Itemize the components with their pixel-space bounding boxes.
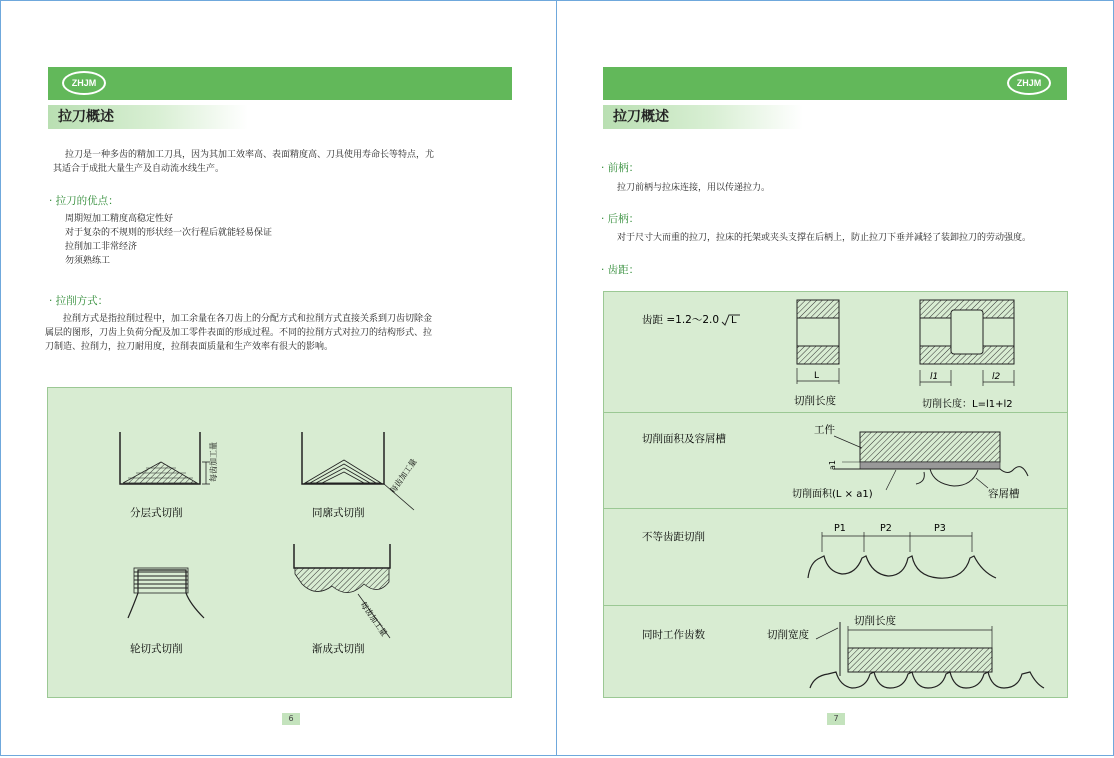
pitch-formula: 齿距 =1.2～2.0 (642, 314, 720, 326)
intro-line: 拉刀是一种多齿的精加工刀具，因为其加工效率高、表面精度高、刀具使用寿命长等特点，尤 (65, 150, 435, 160)
length-L: L (814, 371, 820, 381)
cut-area-label: 切削面积及容屑槽 (642, 433, 726, 445)
page-number: 7 (827, 713, 845, 725)
list-item: 拉削加工非常经济 (65, 242, 138, 252)
allowance-label-2: 每齿加工量 (388, 457, 419, 496)
intro-line: 其适合于成批大量生产及自动流水线生产。 (53, 164, 225, 174)
pitch-figure (603, 291, 1068, 698)
list-item: 周期短加工精度高稳定性好 (65, 214, 174, 224)
cut-area-formula: 切削面积(L × a1) (792, 489, 873, 500)
teeth-count-label: 同时工作齿数 (642, 629, 705, 641)
layered-caption: 分层式切削 (130, 507, 183, 519)
front-handle-heading: · 前柄： (601, 162, 640, 174)
workpiece-label: 工件 (814, 424, 835, 436)
pitch-drawings (604, 292, 1069, 699)
broaching-methods-figure (47, 387, 512, 698)
rear-handle-heading: · 后柄： (601, 213, 640, 225)
wheel-cutting-drawing (128, 568, 204, 618)
cut-length-formula: 切削长度：L=l1+l2 (922, 399, 1013, 410)
zhjm-logo: ZHJM (1007, 71, 1051, 95)
intro-paragraph (53, 148, 465, 176)
advantages-heading: · 拉刀的优点： (49, 195, 119, 207)
method-line: 属层的图形，刀齿上负荷分配及加工零件表面的形成过程。不同的拉削方式对拉刀的结构形式、拉 (45, 328, 433, 338)
method-line: 刀制造、拉削力，拉刀耐用度，拉削表面质量和生产效率有很大的影响。 (45, 342, 334, 352)
allowance-label-3: 每齿加工量 (358, 599, 389, 638)
left-page (0, 0, 557, 756)
section-title: 拉刀概述 (48, 105, 248, 129)
rear-handle-text: 对于尺寸大而重的拉刀，拉床的托架或夹头支撑在后柄上，防止拉刀下垂并减轻了装卸拉刀的劳动强度。 (617, 233, 1032, 243)
cut-length-caption: 切削长度 (794, 395, 836, 407)
p3-label: P3 (934, 523, 946, 534)
p2-label: P2 (880, 523, 892, 534)
layered-cutting-drawing (120, 432, 210, 484)
zhjm-logo: ZHJM (62, 71, 106, 95)
p1-label: P1 (834, 523, 846, 534)
section-title: 拉刀概述 (603, 105, 803, 129)
method-heading: · 拉削方式： (49, 295, 109, 307)
profile-caption: 同廓式切削 (312, 507, 365, 519)
list-item: 勿须熟练工 (65, 256, 111, 266)
wheel-caption: 轮切式切削 (130, 643, 183, 655)
cut-length-label: 切削长度 (854, 615, 896, 627)
page-number: 6 (282, 713, 300, 725)
unequal-pitch-label: 不等齿距切削 (642, 531, 705, 543)
sqrt-L: L (731, 315, 737, 326)
front-handle-text: 拉刀前柄与拉床连接，用以传递拉力。 (617, 183, 771, 193)
list-item: 对于复杂的不规则的形状经一次行程后就能轻易保证 (65, 228, 273, 238)
profile-cutting-drawing (302, 432, 414, 510)
length-l1: l1 (930, 372, 939, 382)
length-l2: l2 (992, 372, 1001, 382)
a1-label: a1 (828, 460, 837, 470)
gradual-caption: 渐成式切削 (312, 643, 365, 655)
method-line: 拉削方式是指拉削过程中，加工余量在各刀齿上的分配方式和拉削方式直接关系到刀齿切除金 (63, 314, 433, 324)
advantages-list (65, 212, 272, 268)
cut-width-label: 切削宽度 (767, 629, 809, 641)
chip-groove-label: 容屑槽 (988, 488, 1020, 500)
pitch-heading: · 齿距： (601, 264, 640, 276)
header-band (48, 67, 512, 100)
method-paragraph (45, 312, 463, 354)
broaching-drawings (48, 388, 513, 699)
allowance-label: 每齿加工量 (209, 442, 218, 482)
right-page (557, 0, 1114, 756)
header-band (603, 67, 1067, 100)
